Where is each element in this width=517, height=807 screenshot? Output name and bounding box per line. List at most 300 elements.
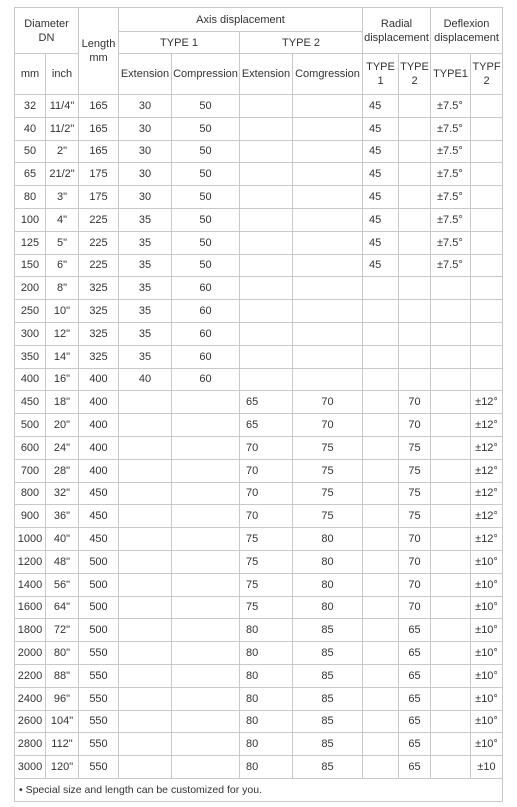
dn-inch-cell: 11/4" <box>46 95 79 118</box>
type1-compression-cell <box>172 687 240 710</box>
deflexion-type2-cell: ±10° <box>471 733 503 756</box>
deflexion-type1-cell <box>431 642 471 665</box>
table-row <box>15 345 503 368</box>
length-cell: 550 <box>79 687 119 710</box>
table-row <box>15 436 503 459</box>
radial-type1-cell <box>363 710 399 733</box>
deflexion-type1-cell <box>431 436 471 459</box>
dn-mm-cell: 65 <box>15 163 46 186</box>
deflexion-type2-cell <box>471 277 503 300</box>
type2-compression-cell: 85 <box>293 642 363 665</box>
table-row <box>15 231 503 254</box>
radial-type1-cell <box>363 391 399 414</box>
length-cell: 165 <box>79 140 119 163</box>
deflexion-type2-cell <box>471 345 503 368</box>
type2-extension-cell: 80 <box>240 756 293 779</box>
dn-mm-cell: 3000 <box>15 756 46 779</box>
type2-extension-cell: 80 <box>240 710 293 733</box>
radial-type1-cell <box>363 322 399 345</box>
type2-compression-cell: 85 <box>293 710 363 733</box>
radial-type2-cell: 65 <box>399 756 431 779</box>
type2-extension-cell <box>240 95 293 118</box>
type2-compression-cell <box>293 208 363 231</box>
extension-type1-header: Extension <box>119 54 172 95</box>
spec-table <box>14 7 503 802</box>
type1-extension-cell <box>119 733 172 756</box>
dn-mm-cell: 1400 <box>15 573 46 596</box>
type2-extension-cell <box>240 322 293 345</box>
table-body <box>15 95 503 779</box>
type2-extension-cell: 70 <box>240 505 293 528</box>
type2-compression-cell: 75 <box>293 436 363 459</box>
dn-inch-cell: 80" <box>46 642 79 665</box>
type1-extension-cell <box>119 459 172 482</box>
radial-type1-cell: 45 <box>363 117 399 140</box>
table-row <box>15 550 503 573</box>
dn-mm-cell: 1800 <box>15 619 46 642</box>
type2-compression-cell: 75 <box>293 482 363 505</box>
deflexion-type1-cell <box>431 482 471 505</box>
radial-type2-cell: 75 <box>399 505 431 528</box>
length-cell: 550 <box>79 664 119 687</box>
radial-type1-cell <box>363 664 399 687</box>
axis-type1-header: TYPE 1 <box>119 32 240 54</box>
type2-compression-cell: 75 <box>293 459 363 482</box>
table-row <box>15 208 503 231</box>
dn-mm-cell: 200 <box>15 277 46 300</box>
deflexion-type2-cell <box>471 95 503 118</box>
radial-type1-header: TYPE 1 <box>363 54 399 95</box>
type2-extension-cell <box>240 368 293 391</box>
type2-extension-cell <box>240 231 293 254</box>
radial-type2-cell: 70 <box>399 414 431 437</box>
type1-compression-cell <box>172 664 240 687</box>
dn-inch-cell: 18" <box>46 391 79 414</box>
deflexion-type1-cell: ±7.5° <box>431 208 471 231</box>
deflexion-type1-cell: ±7.5° <box>431 95 471 118</box>
type1-compression-cell: 50 <box>172 186 240 209</box>
type2-extension-cell <box>240 117 293 140</box>
inch-header: inch <box>46 54 79 95</box>
dn-inch-cell: 36" <box>46 505 79 528</box>
radial-type1-cell: 45 <box>363 140 399 163</box>
table-row <box>15 482 503 505</box>
radial-type1-cell <box>363 277 399 300</box>
deflexion-type2-cell: ±10° <box>471 642 503 665</box>
axis-displacement-header: Axis displacement <box>119 8 363 32</box>
dn-inch-cell: 96" <box>46 687 79 710</box>
length-cell: 550 <box>79 642 119 665</box>
dn-mm-cell: 400 <box>15 368 46 391</box>
type1-extension-cell: 35 <box>119 322 172 345</box>
type1-compression-cell <box>172 756 240 779</box>
type2-extension-cell: 80 <box>240 687 293 710</box>
deflexion-type2-cell <box>471 231 503 254</box>
table-row <box>15 596 503 619</box>
dn-mm-cell: 250 <box>15 300 46 323</box>
type2-extension-cell <box>240 208 293 231</box>
type2-compression-cell: 85 <box>293 756 363 779</box>
type1-extension-cell <box>119 619 172 642</box>
dn-inch-cell: 21/2" <box>46 163 79 186</box>
type1-extension-cell <box>119 687 172 710</box>
radial-type2-cell <box>399 140 431 163</box>
dn-inch-cell: 5" <box>46 231 79 254</box>
table-row <box>15 687 503 710</box>
deflexion-type1-cell <box>431 505 471 528</box>
deflexion-type1-cell: ±7.5° <box>431 163 471 186</box>
table-row <box>15 300 503 323</box>
type1-extension-cell <box>119 391 172 414</box>
deflexion-type1-cell <box>431 528 471 551</box>
deflexion-type1-cell <box>431 322 471 345</box>
type1-compression-cell <box>172 573 240 596</box>
type2-compression-cell: 85 <box>293 687 363 710</box>
radial-type2-cell <box>399 208 431 231</box>
radial-type1-cell <box>363 505 399 528</box>
radial-type1-cell: 45 <box>363 186 399 209</box>
dn-inch-cell: 72" <box>46 619 79 642</box>
type1-extension-cell <box>119 596 172 619</box>
type1-compression-cell <box>172 391 240 414</box>
type1-compression-cell <box>172 550 240 573</box>
length-cell: 400 <box>79 391 119 414</box>
table-row <box>15 186 503 209</box>
deflexion-type1-cell <box>431 619 471 642</box>
type2-compression-cell <box>293 140 363 163</box>
type1-compression-cell: 50 <box>172 254 240 277</box>
type1-compression-cell: 50 <box>172 231 240 254</box>
type2-extension-cell: 75 <box>240 528 293 551</box>
length-cell: 225 <box>79 208 119 231</box>
radial-type2-cell: 75 <box>399 482 431 505</box>
dn-mm-cell: 2600 <box>15 710 46 733</box>
dn-inch-cell: 11/2" <box>46 117 79 140</box>
type1-extension-cell <box>119 642 172 665</box>
type1-compression-cell: 60 <box>172 300 240 323</box>
type1-extension-cell <box>119 573 172 596</box>
table-row <box>15 117 503 140</box>
radial-type2-cell <box>399 277 431 300</box>
type1-compression-cell: 50 <box>172 208 240 231</box>
deflexion-type2-cell: ±10° <box>471 550 503 573</box>
dn-inch-cell: 2" <box>46 140 79 163</box>
deflexion-type1-cell <box>431 414 471 437</box>
dn-mm-cell: 2000 <box>15 642 46 665</box>
radial-type1-cell <box>363 482 399 505</box>
dn-inch-cell: 16" <box>46 368 79 391</box>
radial-type2-cell <box>399 254 431 277</box>
dn-inch-cell: 10" <box>46 300 79 323</box>
dn-inch-cell: 40" <box>46 528 79 551</box>
mm-header: mm <box>15 54 46 95</box>
dn-mm-cell: 125 <box>15 231 46 254</box>
type1-compression-cell <box>172 710 240 733</box>
type1-extension-cell: 35 <box>119 208 172 231</box>
type2-compression-cell <box>293 163 363 186</box>
dn-inch-cell: 32" <box>46 482 79 505</box>
deflexion-type1-cell <box>431 277 471 300</box>
type1-extension-cell <box>119 414 172 437</box>
table-row <box>15 664 503 687</box>
deflexion-type1-cell <box>431 687 471 710</box>
dn-inch-cell: 20" <box>46 414 79 437</box>
radial-displacement-header: Radial displacement <box>363 8 431 54</box>
deflexion-type1-cell <box>431 368 471 391</box>
type2-extension-cell: 75 <box>240 573 293 596</box>
length-cell: 400 <box>79 414 119 437</box>
radial-type2-cell <box>399 117 431 140</box>
dn-inch-cell: 24" <box>46 436 79 459</box>
type1-compression-cell: 60 <box>172 277 240 300</box>
type2-extension-cell: 65 <box>240 391 293 414</box>
type1-compression-cell <box>172 642 240 665</box>
dn-inch-cell: 88" <box>46 664 79 687</box>
type1-extension-cell: 30 <box>119 163 172 186</box>
radial-type2-cell: 65 <box>399 642 431 665</box>
type1-extension-cell <box>119 436 172 459</box>
radial-type2-header: TYPE 2 <box>399 54 431 95</box>
radial-type2-cell: 70 <box>399 573 431 596</box>
dn-mm-cell: 1000 <box>15 528 46 551</box>
length-cell: 550 <box>79 756 119 779</box>
length-cell: 165 <box>79 95 119 118</box>
type2-extension-cell <box>240 345 293 368</box>
dn-mm-cell: 2400 <box>15 687 46 710</box>
type1-compression-cell <box>172 505 240 528</box>
deflexion-type1-header: TYPE1 <box>431 54 471 95</box>
length-cell: 550 <box>79 710 119 733</box>
type1-compression-cell <box>172 414 240 437</box>
type1-extension-cell <box>119 528 172 551</box>
type1-extension-cell <box>119 756 172 779</box>
deflexion-type1-cell <box>431 733 471 756</box>
dn-mm-cell: 1600 <box>15 596 46 619</box>
type1-compression-cell: 50 <box>172 140 240 163</box>
type1-compression-cell: 50 <box>172 163 240 186</box>
deflexion-type2-cell <box>471 300 503 323</box>
type1-extension-cell: 35 <box>119 300 172 323</box>
type2-extension-cell <box>240 254 293 277</box>
type1-compression-cell <box>172 482 240 505</box>
radial-type2-cell: 70 <box>399 550 431 573</box>
type1-extension-cell: 40 <box>119 368 172 391</box>
length-cell: 225 <box>79 254 119 277</box>
dn-inch-cell: 3" <box>46 186 79 209</box>
radial-type2-cell: 75 <box>399 436 431 459</box>
type2-compression-cell <box>293 186 363 209</box>
type1-extension-cell: 35 <box>119 345 172 368</box>
deflexion-type1-cell <box>431 300 471 323</box>
radial-type1-cell <box>363 550 399 573</box>
type1-extension-cell: 30 <box>119 95 172 118</box>
radial-type2-cell <box>399 368 431 391</box>
dn-inch-cell: 120" <box>46 756 79 779</box>
type1-compression-cell <box>172 459 240 482</box>
type2-extension-cell <box>240 186 293 209</box>
type1-compression-cell <box>172 596 240 619</box>
radial-type2-cell: 75 <box>399 459 431 482</box>
type1-compression-cell <box>172 619 240 642</box>
type1-compression-cell: 50 <box>172 95 240 118</box>
deflexion-type1-cell <box>431 573 471 596</box>
radial-type1-cell <box>363 573 399 596</box>
type2-extension-cell: 80 <box>240 664 293 687</box>
type2-compression-cell <box>293 322 363 345</box>
length-cell: 450 <box>79 505 119 528</box>
table-row <box>15 163 503 186</box>
dn-inch-cell: 4" <box>46 208 79 231</box>
dn-inch-cell: 28" <box>46 459 79 482</box>
dn-inch-cell: 48" <box>46 550 79 573</box>
dn-mm-cell: 500 <box>15 414 46 437</box>
type2-extension-cell: 70 <box>240 482 293 505</box>
deflexion-type1-cell <box>431 756 471 779</box>
length-cell: 175 <box>79 186 119 209</box>
deflexion-type1-cell <box>431 345 471 368</box>
type1-extension-cell <box>119 482 172 505</box>
dn-inch-cell: 6" <box>46 254 79 277</box>
deflexion-type2-cell <box>471 208 503 231</box>
deflexion-type2-cell: ±12° <box>471 436 503 459</box>
radial-type2-cell <box>399 95 431 118</box>
dn-mm-cell: 450 <box>15 391 46 414</box>
extension-type2-header: Extension <box>240 54 293 95</box>
table-row <box>15 642 503 665</box>
table-row <box>15 391 503 414</box>
deflexion-type2-cell: ±10° <box>471 710 503 733</box>
radial-type2-cell: 70 <box>399 391 431 414</box>
type2-extension-cell: 75 <box>240 550 293 573</box>
deflexion-type2-cell: ±12° <box>471 459 503 482</box>
type2-extension-cell: 80 <box>240 619 293 642</box>
type2-extension-cell: 65 <box>240 414 293 437</box>
type2-compression-cell <box>293 117 363 140</box>
deflexion-type1-cell <box>431 596 471 619</box>
length-header: Length mm <box>79 8 119 95</box>
radial-type2-cell: 65 <box>399 733 431 756</box>
dn-mm-cell: 1200 <box>15 550 46 573</box>
deflexion-type2-cell <box>471 186 503 209</box>
dn-inch-cell: 112" <box>46 733 79 756</box>
deflexion-type1-cell <box>431 550 471 573</box>
type1-extension-cell: 30 <box>119 186 172 209</box>
table-row <box>15 414 503 437</box>
length-cell: 500 <box>79 619 119 642</box>
deflexion-type2-cell: ±10° <box>471 573 503 596</box>
type2-extension-cell <box>240 140 293 163</box>
type2-compression-cell: 80 <box>293 528 363 551</box>
table-row <box>15 277 503 300</box>
radial-type1-cell <box>363 345 399 368</box>
type1-extension-cell <box>119 505 172 528</box>
deflexion-type2-cell: ±10° <box>471 687 503 710</box>
type2-compression-cell: 75 <box>293 505 363 528</box>
radial-type2-cell: 70 <box>399 528 431 551</box>
type2-extension-cell: 80 <box>240 733 293 756</box>
radial-type1-cell <box>363 300 399 323</box>
radial-type2-cell <box>399 322 431 345</box>
type1-extension-cell: 35 <box>119 254 172 277</box>
deflexion-type2-cell: ±12° <box>471 391 503 414</box>
length-cell: 325 <box>79 322 119 345</box>
radial-type2-cell <box>399 186 431 209</box>
dn-mm-cell: 300 <box>15 322 46 345</box>
deflexion-type1-cell: ±7.5° <box>431 117 471 140</box>
deflexion-type1-cell <box>431 391 471 414</box>
radial-type2-cell <box>399 163 431 186</box>
deflexion-type2-cell <box>471 140 503 163</box>
radial-type2-cell: 65 <box>399 687 431 710</box>
length-cell: 550 <box>79 733 119 756</box>
type2-compression-cell: 80 <box>293 573 363 596</box>
deflexion-type2-cell: ±10 <box>471 756 503 779</box>
deflexion-type1-cell <box>431 459 471 482</box>
radial-type2-cell: 65 <box>399 619 431 642</box>
type2-extension-cell <box>240 300 293 323</box>
deflexion-type1-cell <box>431 664 471 687</box>
type1-compression-cell: 60 <box>172 368 240 391</box>
radial-type1-cell <box>363 414 399 437</box>
type1-extension-cell: 35 <box>119 277 172 300</box>
type2-extension-cell <box>240 277 293 300</box>
type1-extension-cell: 30 <box>119 117 172 140</box>
dn-mm-cell: 700 <box>15 459 46 482</box>
type1-compression-cell <box>172 436 240 459</box>
dn-mm-cell: 150 <box>15 254 46 277</box>
radial-type2-cell: 65 <box>399 710 431 733</box>
radial-type1-cell: 45 <box>363 95 399 118</box>
dn-inch-cell: 64" <box>46 596 79 619</box>
length-cell: 325 <box>79 300 119 323</box>
length-cell: 175 <box>79 163 119 186</box>
dn-inch-cell: 14" <box>46 345 79 368</box>
deflexion-type1-cell: ±7.5° <box>431 186 471 209</box>
deflexion-type2-cell <box>471 368 503 391</box>
length-cell: 325 <box>79 277 119 300</box>
radial-type1-cell <box>363 619 399 642</box>
dn-mm-cell: 80 <box>15 186 46 209</box>
table-row <box>15 368 503 391</box>
length-cell: 225 <box>79 231 119 254</box>
type2-extension-cell <box>240 163 293 186</box>
dn-inch-cell: 12" <box>46 322 79 345</box>
type2-extension-cell: 80 <box>240 642 293 665</box>
deflexion-type1-cell: ±7.5° <box>431 254 471 277</box>
radial-type1-cell: 45 <box>363 208 399 231</box>
type2-extension-cell: 70 <box>240 436 293 459</box>
table-row <box>15 528 503 551</box>
compression-type1-header: Compression <box>172 54 240 95</box>
type1-extension-cell <box>119 664 172 687</box>
axis-type2-header: TYPE 2 <box>240 32 363 54</box>
type2-compression-cell: 80 <box>293 550 363 573</box>
type2-compression-cell <box>293 345 363 368</box>
type1-compression-cell: 60 <box>172 345 240 368</box>
dn-inch-cell: 104" <box>46 710 79 733</box>
radial-type2-cell <box>399 345 431 368</box>
dn-mm-cell: 900 <box>15 505 46 528</box>
dn-mm-cell: 350 <box>15 345 46 368</box>
length-cell: 400 <box>79 368 119 391</box>
spec-table-container <box>14 7 503 802</box>
deflexion-type2-cell: ±10° <box>471 596 503 619</box>
type1-compression-cell <box>172 733 240 756</box>
type2-compression-cell: 80 <box>293 596 363 619</box>
table-row <box>15 322 503 345</box>
length-cell: 450 <box>79 482 119 505</box>
length-cell: 400 <box>79 436 119 459</box>
